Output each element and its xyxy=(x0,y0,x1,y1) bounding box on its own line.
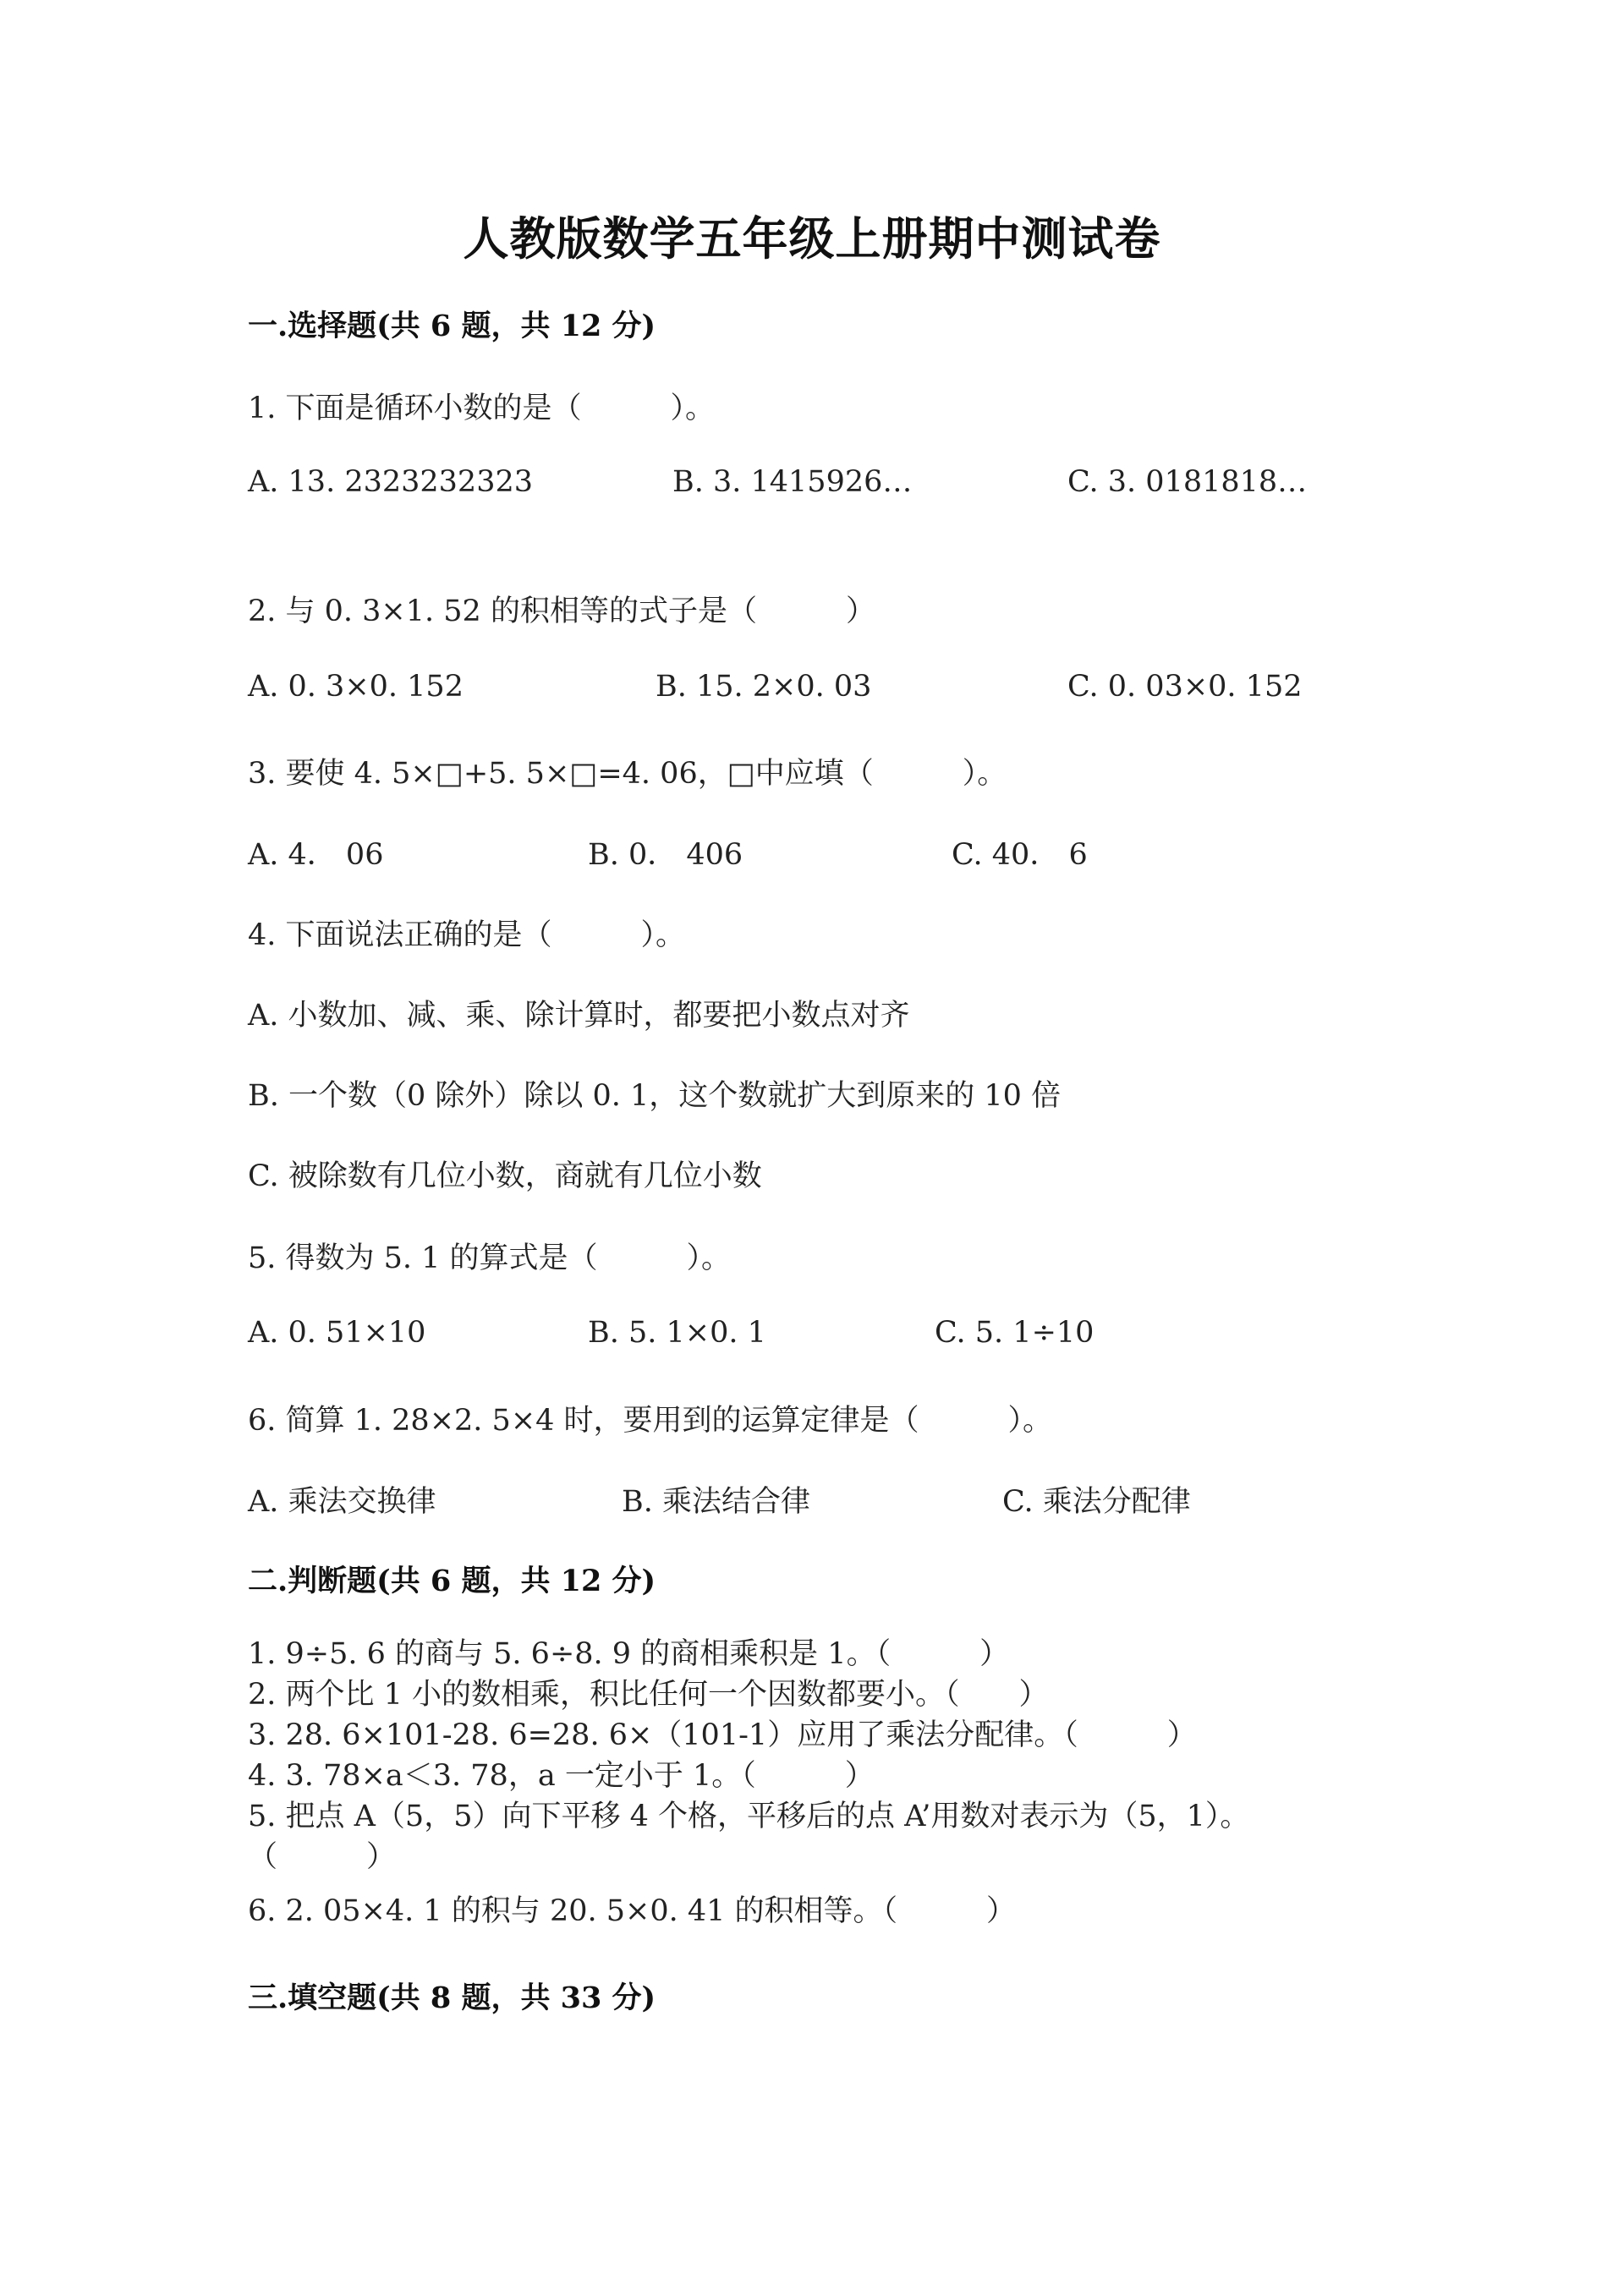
choice-5-option-c: C. 5. 1÷10 xyxy=(935,1316,1095,1350)
section-heading-fill: 三.填空题(共 8 题，共 33 分) xyxy=(248,1981,656,2015)
choice-4-option-c: C. 被除数有几位小数，商就有几位小数 xyxy=(248,1159,762,1193)
judge-item-3: 3. 28. 6×101-28. 6=28. 6×（101-1）应用了乘法分配律。（ ） xyxy=(248,1718,1197,1752)
choice-2-option-c: C. 0. 03×0. 152 xyxy=(1067,670,1303,704)
choice-question-2: 2. 与 0. 3×1. 52 的积相等的式子是（ ） xyxy=(248,595,875,628)
choice-question-6: 6. 简算 1. 28×2. 5×4 时，要用到的运算定律是（ ）。 xyxy=(248,1404,1053,1438)
choice-question-5: 5. 得数为 5. 1 的算式是（ ）。 xyxy=(248,1241,732,1275)
choice-2-option-b: B. 15. 2×0. 03 xyxy=(656,670,872,704)
judge-item-4: 4. 3. 78×a＜3. 78，a 一定小于 1。（ ） xyxy=(248,1759,875,1793)
section-heading-choice: 一.选择题(共 6 题，共 12 分) xyxy=(248,309,656,343)
choice-6-option-a: A. 乘法交换律 xyxy=(248,1485,436,1519)
choice-question-1: 1. 下面是循环小数的是（ ）。 xyxy=(248,392,716,425)
page-title: 人教版数学五年级上册期中测试卷 xyxy=(463,211,1161,266)
choice-3-option-c: C. 40． 6 xyxy=(952,838,1088,872)
judge-item-1: 1. 9÷5. 6 的商与 5. 6÷8. 9 的商相乘积是 1。（ ） xyxy=(248,1637,1010,1671)
choice-1-option-b: B. 3. 1415926… xyxy=(672,465,913,499)
judge-item-6: 6. 2. 05×4. 1 的积与 20. 5×0. 41 的积相等。（ ） xyxy=(248,1894,1017,1928)
choice-5-option-a: A. 0. 51×10 xyxy=(248,1316,426,1350)
choice-6-option-b: B. 乘法结合律 xyxy=(622,1485,810,1519)
judge-item-2: 2. 两个比 1 小的数相乘，积比任何一个因数都要小。（ ） xyxy=(248,1678,1049,1712)
choice-4-option-a: A. 小数加、减、乘、除计算时，都要把小数点对齐 xyxy=(248,999,910,1033)
choice-4-option-b: B. 一个数（0 除外）除以 0. 1，这个数就扩大到原来的 10 倍 xyxy=(248,1079,1062,1113)
choice-question-3: 3. 要使 4. 5×□+5. 5×□=4. 06，□中应填（ ）。 xyxy=(248,757,1007,791)
choice-3-option-a: A. 4． 06 xyxy=(248,838,384,872)
choice-1-option-a: A. 13. 2323232323 xyxy=(248,465,533,499)
choice-6-option-c: C. 乘法分配律 xyxy=(1002,1485,1191,1519)
judge-item-5: 5. 把点 A（5，5）向下平移 4 个格，平移后的点 A’用数对表示为（5，1）。 xyxy=(248,1800,1250,1833)
choice-question-4: 4. 下面说法正确的是（ ）。 xyxy=(248,918,686,952)
choice-3-option-b: B. 0． 406 xyxy=(588,838,743,872)
judge-item-5-answer-bracket: （ ） xyxy=(248,1840,397,1874)
choice-1-option-c: C. 3. 0181818… xyxy=(1067,465,1308,499)
section-heading-judge: 二.判断题(共 6 题，共 12 分) xyxy=(248,1564,656,1598)
choice-5-option-b: B. 5. 1×0. 1 xyxy=(588,1316,766,1350)
choice-2-option-a: A. 0. 3×0. 152 xyxy=(248,670,464,704)
